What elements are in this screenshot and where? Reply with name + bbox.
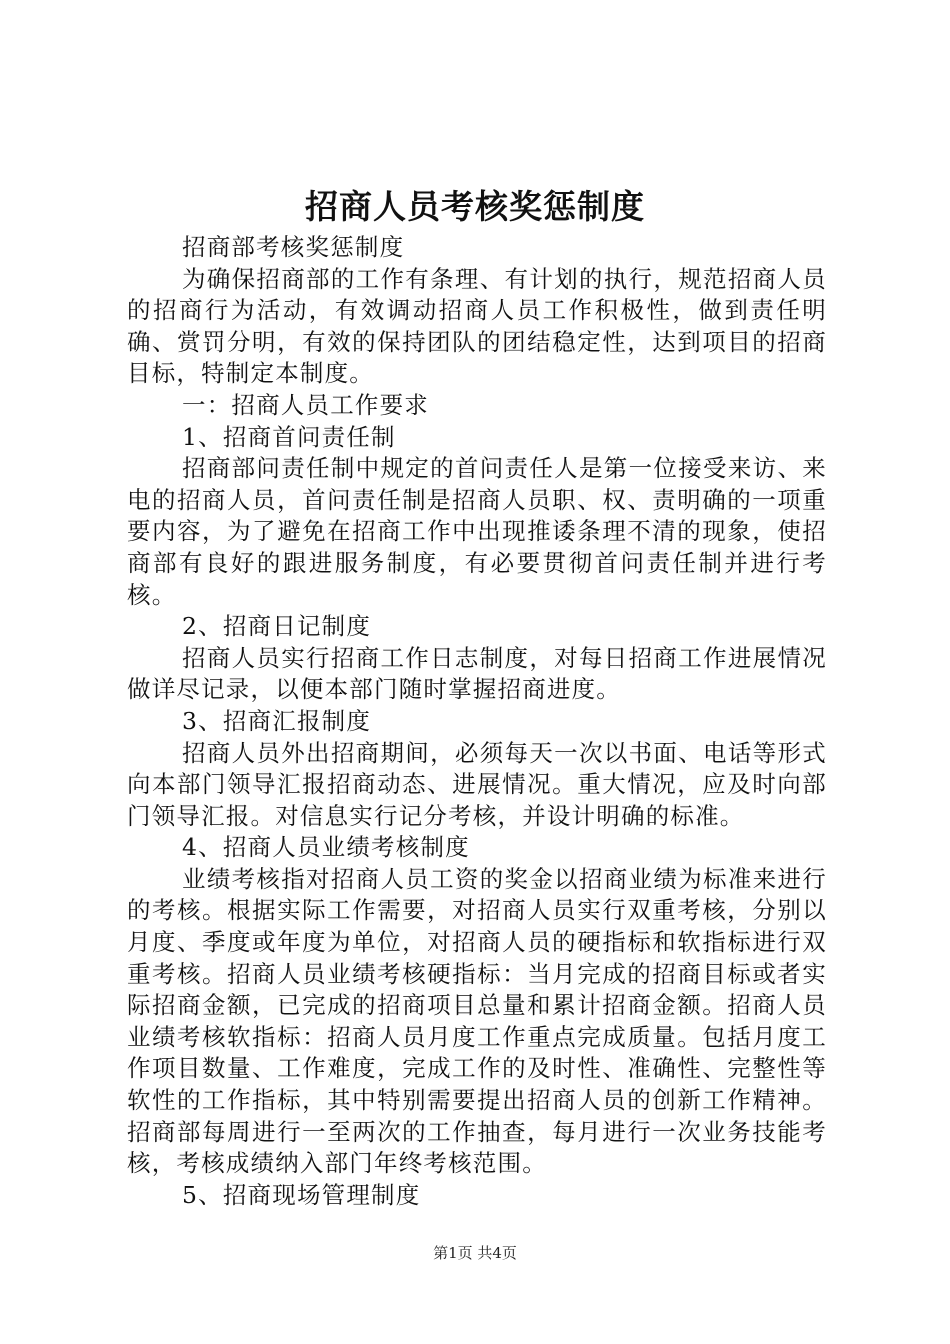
item-paragraph: 招商人员实行招商工作日志制度，对每日招商工作进展情况做详尽记录，以便本部门随时掌握招商进度。 [127, 643, 827, 704]
item-paragraph: 招商人员外出招商期间，必须每天一次以书面、电话等形式向本部门领导汇报招商动态、进展情况。重大情况，应及时向部门领导汇报。对信息实行记分考核，并设计明确的标准。 [127, 738, 827, 830]
section-heading: 一：招商人员工作要求 [182, 390, 429, 419]
item-heading: 2、招商日记制度 [182, 612, 372, 641]
page-number: 第1页 共4页 [433, 1244, 517, 1262]
item-heading: 5、招商现场管理制度 [182, 1180, 421, 1209]
document-body [127, 232, 827, 1211]
page-title: 招商人员考核奖惩制度 [305, 187, 645, 226]
item-heading: 3、招商汇报制度 [182, 706, 372, 735]
section-subtitle: 招商部考核奖惩制度 [182, 233, 405, 261]
item-heading: 1、招商首问责任制 [182, 422, 396, 451]
item-paragraph: 招商部问责任制中规定的首问责任人是第一位接受来访、来电的招商人员，首问责任制是招商人员职、权、责明确的一项重要内容，为了避免在招商工作中出现推诿条理不清的现象，使招商部有良好的跟进服务制度，有必要贯彻首问责任制并进行考核。 [127, 454, 827, 609]
item-heading: 4、招商人员业绩考核制度 [182, 833, 470, 862]
item-paragraph: 业绩考核指对招商人员工资的奖金以招商业绩为标准来进行的考核。根据实际工作需要，对招商人员实行双重考核，分别以月度、季度或年度为单位，对招商人员的硬指标和软指标进行双重考核。招商人员业绩考核硬指标：当月完成的招商目标或者实际招商金额，已完成的招商项目总量和累计招商金额。招商人员业绩考核软指标：招商人员月度工作重点完成质量。包括月度工作项目数量、工作难度，完成工作的及时性、准确性、完整性等软性的工作指标，其中特别需要提出招商人员的创新工作精神。招商部每周进行一至两次的工作抽查，每月进行一次业务技能考核，考核成绩纳入部门年终考核范围。 [127, 864, 827, 1178]
intro-paragraph: 为确保招商部的工作有条理、有计划的执行，规范招商人员的招商行为活动，有效调动招商人员工作积极性，做到责任明确、赏罚分明，有效的保持团队的团结稳定性，达到项目的招商目标，特制定本制度。 [127, 264, 827, 388]
